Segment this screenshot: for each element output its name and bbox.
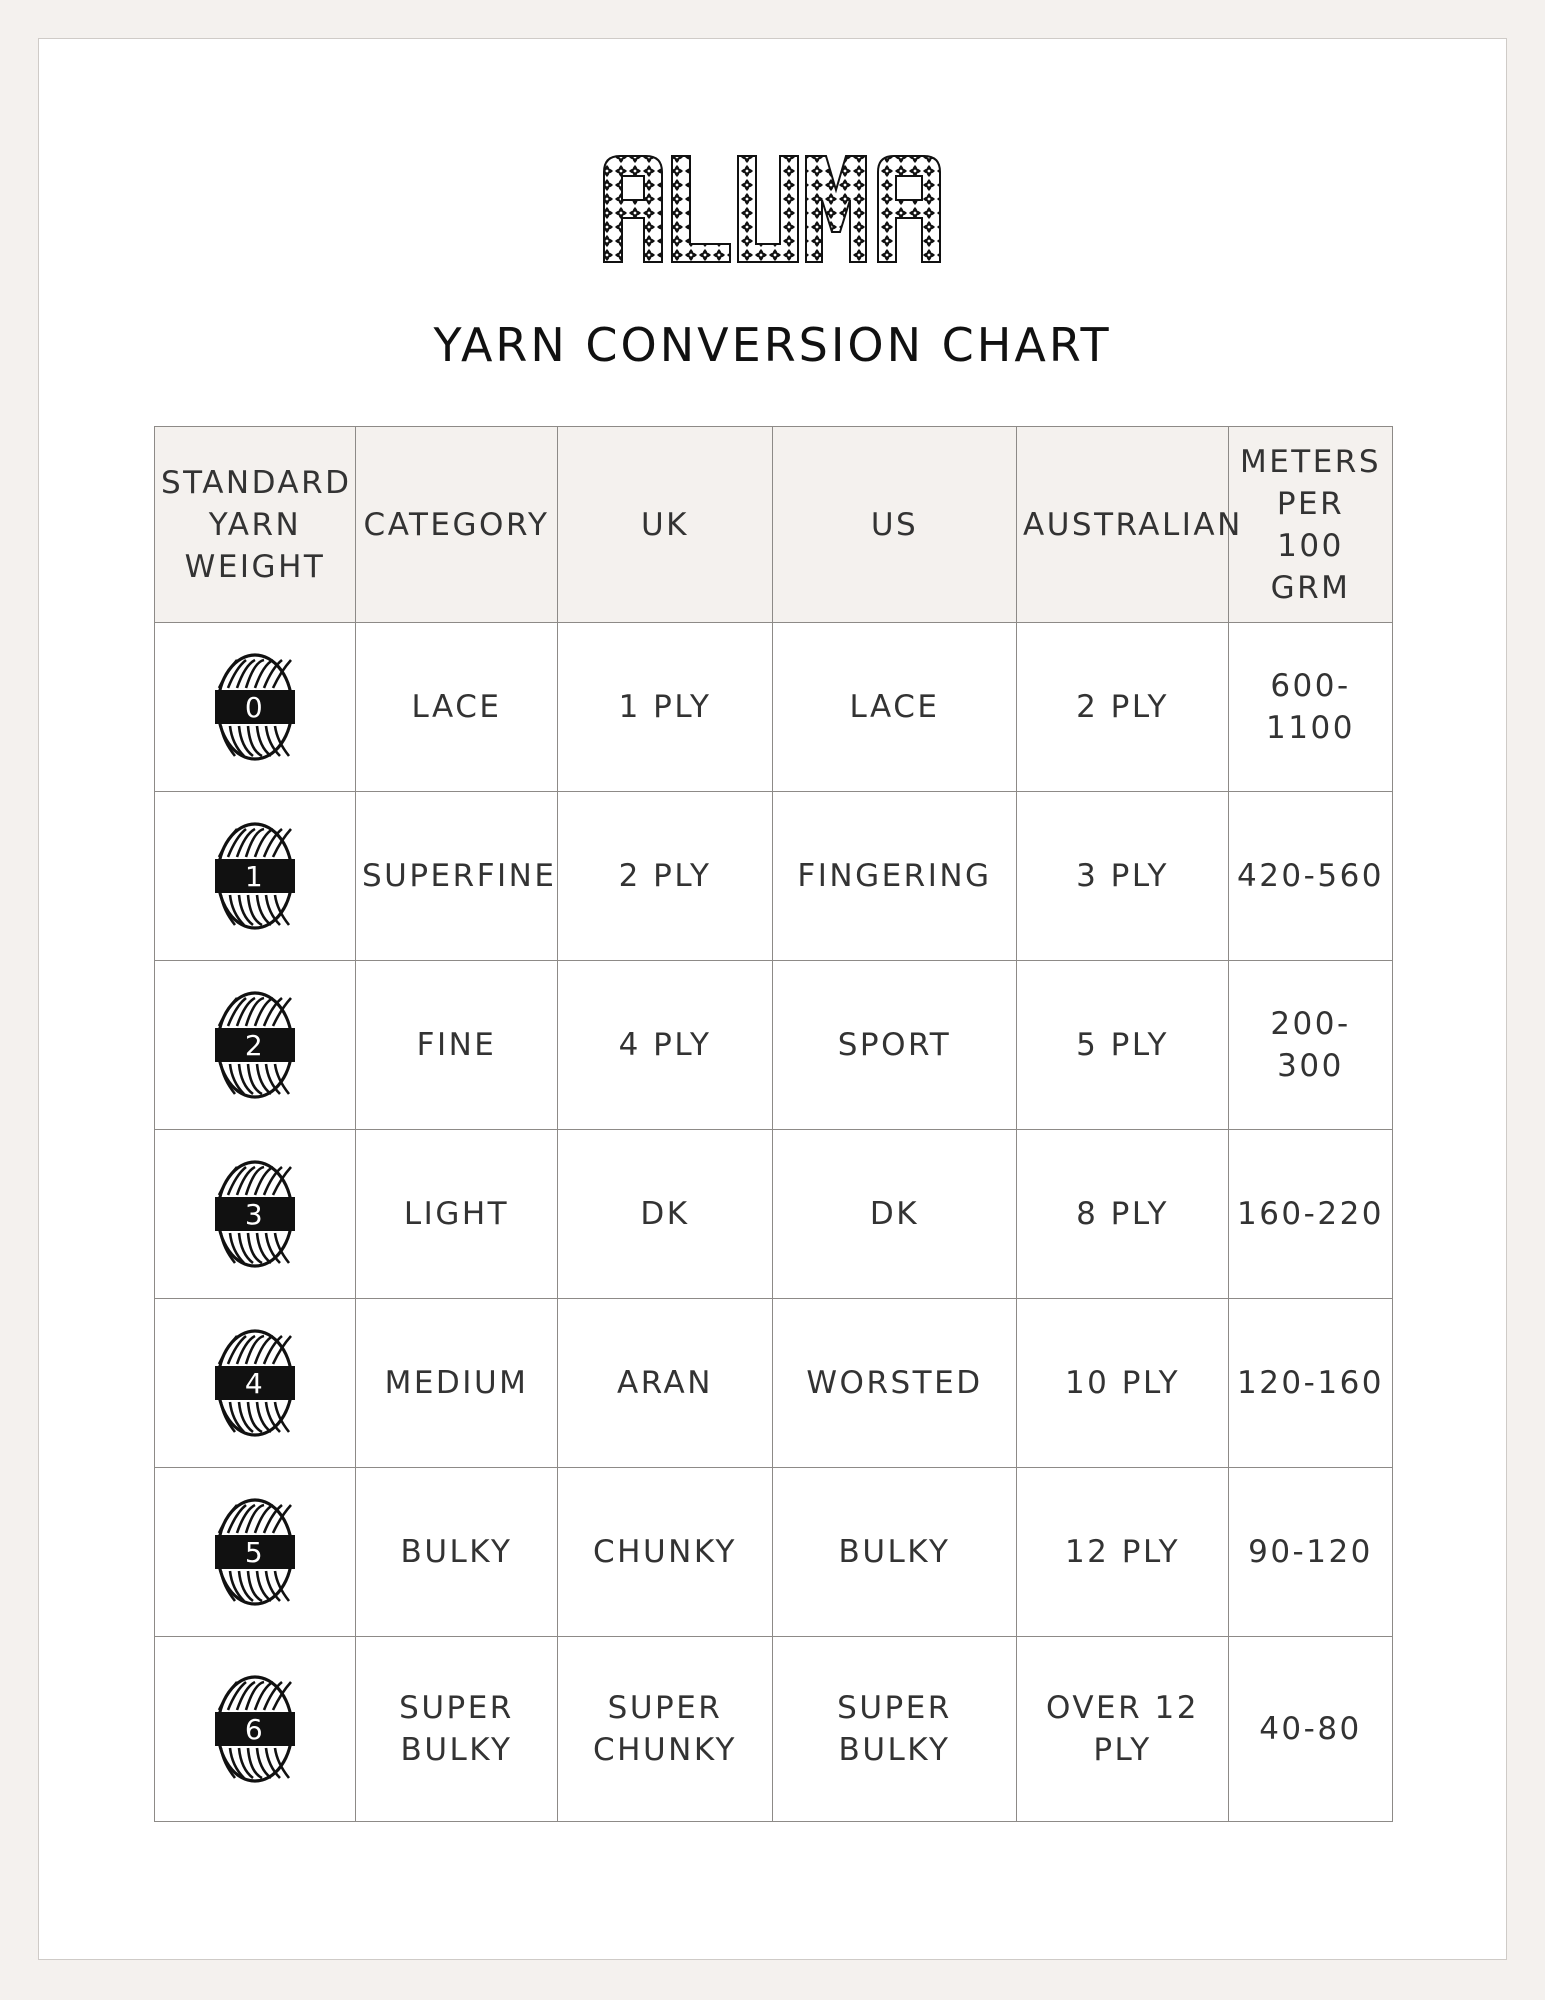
yarn-ball-symbol <box>215 1497 295 1607</box>
header-text-line: METERS <box>1239 443 1382 480</box>
cell-uk-line: 1 PLY <box>618 689 712 725</box>
cell-category <box>356 1637 558 1822</box>
cell-meters-per-100-grm-line: 120-160 <box>1236 1365 1385 1401</box>
cell-australian-line: 5 PLY <box>1076 1027 1169 1063</box>
cell-standard-yarn-weight <box>155 961 356 1130</box>
yarn-ball-symbol <box>215 1674 295 1784</box>
yarn-ball-icon <box>215 990 295 1100</box>
yarn-ball-symbol <box>215 1159 295 1269</box>
cell-australian-line: 12 PLY <box>1064 1534 1181 1570</box>
cell-australian <box>1017 623 1229 792</box>
cell-australian <box>1017 961 1229 1130</box>
cell-us <box>773 1468 1017 1637</box>
yarn-ball-symbol <box>215 821 295 931</box>
cell-australian <box>1017 1299 1229 1468</box>
cell-us <box>773 792 1017 961</box>
yarn-weight-number: 5 <box>244 1536 266 1569</box>
cell-australian-line: 10 PLY <box>1064 1365 1181 1401</box>
cell-meters-per-100-grm <box>1229 623 1393 792</box>
cell-meters-per-100-grm <box>1229 1130 1393 1299</box>
cell-meters-per-100-grm-line: 90-120 <box>1248 1534 1373 1570</box>
yarn-ball-symbol <box>215 990 295 1100</box>
header-text-line: GRM <box>1270 569 1351 606</box>
table-row <box>155 1130 1393 1299</box>
yarn-weight-number: 2 <box>244 1029 266 1062</box>
cell-meters-per-100-grm-line: 40-80 <box>1259 1711 1362 1747</box>
header-standard-yarn-weight <box>155 427 356 623</box>
cell-us-line: LACE <box>849 689 940 725</box>
cell-category <box>356 1130 558 1299</box>
cell-australian-line: 8 PLY <box>1076 1196 1169 1232</box>
cell-uk <box>558 623 773 792</box>
header-text-line: US <box>870 506 919 543</box>
cell-meters-per-100-grm-line: 200- <box>1270 1006 1351 1042</box>
table-header-row <box>155 427 1393 623</box>
cell-us <box>773 1637 1017 1822</box>
cell-category-line: FINE <box>416 1027 497 1063</box>
cell-us <box>773 1299 1017 1468</box>
header-uk <box>558 427 773 623</box>
cell-meters-per-100-grm <box>1229 1468 1393 1637</box>
cell-meters-per-100-grm <box>1229 961 1393 1130</box>
cell-us <box>773 1130 1017 1299</box>
header-category <box>356 427 558 623</box>
cell-meters-per-100-grm <box>1229 792 1393 961</box>
cell-meters-per-100-grm-line: 420-560 <box>1236 858 1385 894</box>
cell-australian-line: OVER 12 <box>1046 1690 1199 1726</box>
cell-us-line: FINGERING <box>797 858 992 894</box>
cell-australian-line: 3 PLY <box>1076 858 1169 894</box>
yarn-ball-icon <box>215 1159 295 1269</box>
table-row <box>155 961 1393 1130</box>
cell-standard-yarn-weight <box>155 792 356 961</box>
cell-uk <box>558 1637 773 1822</box>
header-text-line: WEIGHT <box>184 548 326 585</box>
header-text-line: STANDARD <box>161 464 352 501</box>
cell-meters-per-100-grm-line: 600- <box>1270 668 1351 704</box>
cell-australian-line: 2 PLY <box>1076 689 1169 725</box>
cell-us-line: SUPER BULKY <box>837 1690 952 1768</box>
table-row <box>155 792 1393 961</box>
cell-category-line: BULKY <box>400 1534 513 1570</box>
yarn-weight-number: 3 <box>244 1198 266 1231</box>
cell-uk <box>558 1468 773 1637</box>
brand-logo <box>600 150 945 270</box>
cell-category-line: BULKY <box>400 1732 513 1768</box>
cell-category <box>356 623 558 792</box>
yarn-ball-icon <box>215 652 295 762</box>
cell-category-line: LACE <box>411 689 502 725</box>
cell-uk <box>558 1130 773 1299</box>
cell-meters-per-100-grm-line: 300 <box>1277 1048 1344 1084</box>
cell-category-line: LIGHT <box>403 1196 510 1232</box>
cell-standard-yarn-weight <box>155 1637 356 1822</box>
table-row <box>155 1468 1393 1637</box>
cell-uk <box>558 961 773 1130</box>
cell-category-line: SUPER <box>399 1690 514 1726</box>
cell-uk-line: CHUNKY <box>593 1534 737 1570</box>
cell-category <box>356 792 558 961</box>
cell-us <box>773 623 1017 792</box>
cell-meters-per-100-grm-line: 160-220 <box>1236 1196 1385 1232</box>
yarn-ball-icon <box>215 1497 295 1607</box>
yarn-weight-number: 6 <box>244 1713 266 1746</box>
cell-category <box>356 1299 558 1468</box>
cell-us-line: SPORT <box>837 1027 952 1063</box>
yarn-ball-icon <box>215 1674 295 1784</box>
yarn-conversion-table <box>154 426 1393 1822</box>
header-text-line: AUSTRALIAN <box>1023 506 1243 543</box>
cell-category-line: MEDIUM <box>384 1365 529 1401</box>
header-text-line: PER <box>1276 485 1345 522</box>
cell-australian <box>1017 1637 1229 1822</box>
floral-lettering-logo-icon <box>600 150 945 270</box>
header-us <box>773 427 1017 623</box>
table-row <box>155 1299 1393 1468</box>
cell-category <box>356 961 558 1130</box>
cell-australian <box>1017 792 1229 961</box>
yarn-ball-symbol <box>215 652 295 762</box>
cell-standard-yarn-weight <box>155 623 356 792</box>
cell-uk <box>558 1299 773 1468</box>
header-text-line: YARN <box>208 506 302 543</box>
cell-australian-line: PLY <box>1093 1732 1152 1768</box>
page-title: YARN CONVERSION CHART <box>433 318 1112 372</box>
yarn-ball-icon <box>215 821 295 931</box>
cell-australian <box>1017 1468 1229 1637</box>
cell-us-line: DK <box>869 1196 920 1232</box>
header-australian <box>1017 427 1243 623</box>
table-row <box>155 1637 1393 1822</box>
yarn-ball-icon <box>215 1328 295 1438</box>
header-text-line: UK <box>640 506 690 543</box>
cell-us-line: WORSTED <box>806 1365 983 1401</box>
cell-standard-yarn-weight <box>155 1299 356 1468</box>
yarn-weight-number: 0 <box>244 691 266 724</box>
header-text-line: 100 <box>1277 527 1344 564</box>
cell-category <box>356 1468 558 1637</box>
yarn-weight-number: 4 <box>244 1367 266 1400</box>
cell-uk-line: CHUNKY <box>593 1732 737 1768</box>
cell-category-line: SUPERFINE <box>362 858 557 894</box>
cell-uk-line: 4 PLY <box>618 1027 712 1063</box>
cell-us-line: BULKY <box>838 1534 951 1570</box>
yarn-weight-number: 1 <box>244 860 266 893</box>
table-row <box>155 623 1393 792</box>
cell-uk <box>558 792 773 961</box>
cell-uk-line: ARAN <box>617 1365 713 1401</box>
cell-us <box>773 961 1017 1130</box>
cell-meters-per-100-grm <box>1229 1637 1393 1822</box>
cell-uk-line: 2 PLY <box>618 858 712 894</box>
yarn-ball-symbol <box>215 1328 295 1438</box>
cell-meters-per-100-grm <box>1229 1299 1393 1468</box>
header-text-line: CATEGORY <box>363 506 550 543</box>
cell-uk-line: SUPER <box>607 1690 723 1726</box>
cell-uk-line: DK <box>640 1196 690 1232</box>
cell-standard-yarn-weight <box>155 1130 356 1299</box>
header-meters-per-100-grm <box>1229 427 1393 623</box>
cell-meters-per-100-grm-line: 1100 <box>1266 710 1355 746</box>
cell-australian <box>1017 1130 1229 1299</box>
cell-standard-yarn-weight <box>155 1468 356 1637</box>
